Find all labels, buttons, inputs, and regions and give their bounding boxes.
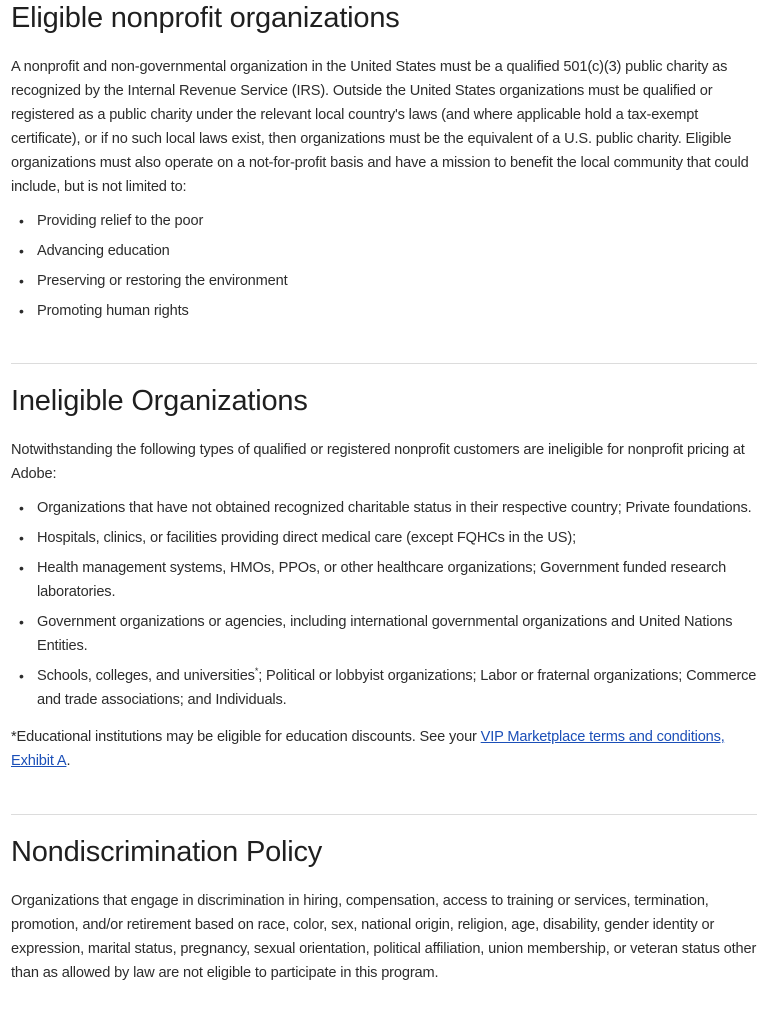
footnote-text: *Educational institutions may be eligible for education discounts. See your (11, 729, 481, 745)
list-item-text: Providing relief to the poor (37, 213, 204, 229)
list-item (11, 610, 757, 658)
section-divider (11, 814, 757, 815)
nondiscrimination-section (11, 834, 757, 985)
list-item-text: Preserving or restoring the environment (37, 273, 288, 289)
ineligible-intro: Notwithstanding the following types of qualified or registered nonprofit customers are ineligible for nonprofit pricing at Adobe: (11, 442, 745, 482)
bullet-icon: • (19, 500, 24, 516)
section-divider (11, 363, 757, 364)
education-footnote (11, 725, 757, 773)
list-item-text: Organizations that have not obtained recognized charitable status in their respective country; Private foundations. (37, 500, 752, 516)
eligible-list (11, 209, 757, 323)
bullet-icon: • (19, 213, 24, 229)
list-item (11, 209, 757, 233)
bullet-icon: • (19, 530, 24, 546)
footnote-marker: * (254, 666, 259, 677)
list-item-text: Health management systems, HMOs, PPOs, or other healthcare organizations; Government funded research laboratories. (37, 560, 727, 600)
list-item-text-before-sup: Schools, colleges, and universities (37, 668, 255, 684)
list-item-text-after-sup: ; Political or lobbyist organizations; Labor or fraternal organizations; Commerce and trade associations; and Individuals. (37, 668, 757, 708)
ineligible-section (11, 383, 757, 773)
list-item (11, 299, 757, 323)
nondiscrimination-body: Organizations that engage in discrimination in hiring, compensation, access to training or services, termination, promotion, and/or retirement based on race, color, sex, national origin, religion, age, disability, gender identity or expression, marital status, pregnancy, sexual orientation, political affiliation, union membership, or veteran status other than as allowed by law are not eligible to participate in this program. (11, 893, 757, 981)
list-item (11, 496, 757, 520)
bullet-icon: • (19, 668, 24, 684)
list-item-text: Government organizations or agencies, including international governmental organizations and United Nations Entities. (37, 614, 733, 654)
list-item (11, 526, 757, 550)
ineligible-list (11, 496, 757, 712)
list-item-text: Promoting human rights (37, 303, 189, 319)
ineligible-heading: Ineligible Organizations (11, 385, 308, 417)
footnote-period: . (66, 753, 71, 769)
vip-marketplace-terms-link[interactable]: VIP Marketplace terms and conditions, Exhibit A (11, 729, 725, 769)
nondiscrimination-heading: Nondiscrimination Policy (11, 836, 323, 868)
bullet-icon: • (19, 243, 24, 259)
eligible-section (11, 0, 757, 323)
eligible-heading: Eligible nonprofit organizations (11, 2, 400, 34)
bullet-icon: • (19, 560, 24, 576)
list-item-text: Advancing education (37, 243, 170, 259)
list-item-text: Hospitals, clinics, or facilities providing direct medical care (except FQHCs in the US); (37, 530, 576, 546)
eligible-intro: A nonprofit and non-governmental organization in the United States must be a qualified 501(c)(3) public charity as recognized by the Internal Revenue Service (IRS). Outside the United States organizations must be qualified or registered as a public charity under the relevant local country's laws (and where applicable hold a tax-exempt certificate), or if no such local laws exist, then organizations must be the equivalent of a U.S. public charity. Eligible organizations must also operate on a not-for-profit basis and have a mission to benefit the local community that could include, but is not limited to: (11, 59, 749, 195)
list-item (11, 556, 757, 604)
bullet-icon: • (19, 273, 24, 289)
list-item (11, 664, 757, 712)
bullet-icon: • (19, 614, 24, 630)
bullet-icon: • (19, 303, 24, 319)
list-item (11, 239, 757, 263)
list-item (11, 269, 757, 293)
